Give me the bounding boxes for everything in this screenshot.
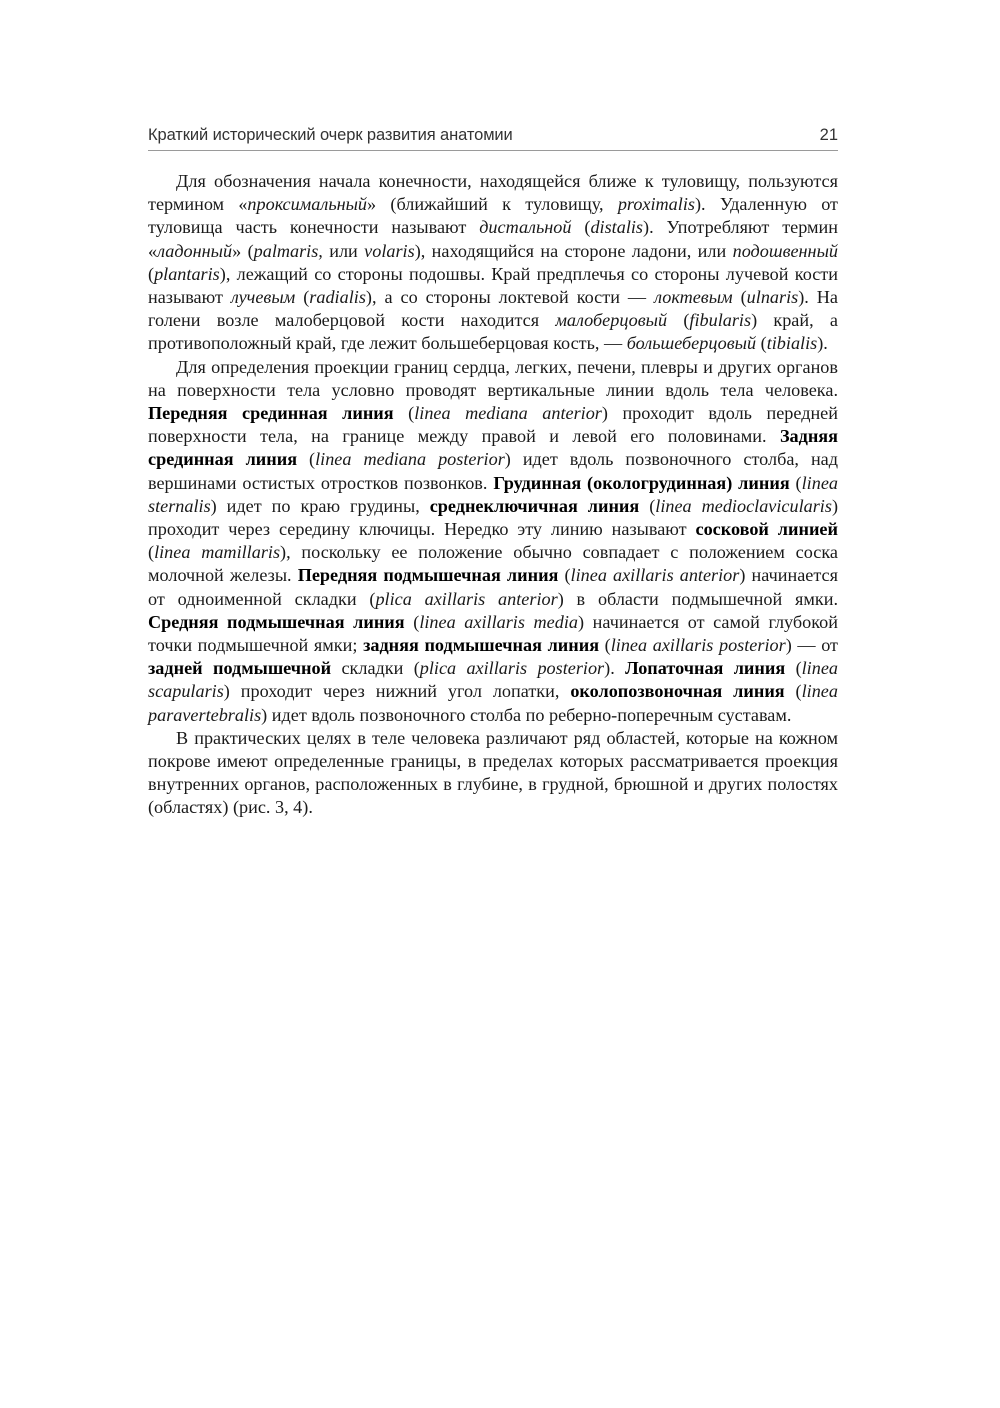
running-title: Краткий исторический очерк развития анатомии — [148, 126, 513, 144]
italic-term: plica axillaris anterior — [375, 588, 558, 609]
italic-term: лучевым — [230, 287, 296, 308]
text-run: ) проходит через нижний угол лопатки, — [223, 681, 571, 702]
text-run: ( — [784, 681, 802, 702]
text-run: ( — [297, 449, 316, 470]
bold-term: среднеключичная линия — [429, 495, 640, 516]
body-text — [148, 170, 838, 820]
italic-term: radialis — [309, 287, 366, 308]
text-run: ( — [789, 472, 802, 493]
italic-term: дистальной — [479, 217, 572, 238]
text-run: ) идет по краю грудины, — [210, 495, 430, 516]
italic-term: linea axillaris media — [419, 611, 578, 632]
text-run: ( — [404, 611, 420, 632]
text-run: ). На голени возле малоберцовой кости находится — [148, 287, 839, 331]
italic-term: linea mamillaris — [154, 542, 281, 563]
bold-term: Передняя подмышечная линия — [297, 565, 559, 586]
italic-term: tibialis — [766, 333, 818, 354]
paragraph — [148, 356, 838, 727]
text-run: ( — [558, 565, 571, 586]
text-run: складки ( — [331, 658, 420, 679]
italic-term: fibularis — [689, 310, 752, 331]
bold-term: Задняя срединная линия — [148, 426, 838, 470]
text-run: ). — [817, 333, 828, 354]
bold-term: Грудинная (окологрудинная) линия — [493, 472, 790, 493]
italic-term: большеберцовый — [626, 333, 757, 354]
text-run: » (ближайший к туловищу, — [367, 194, 618, 215]
italic-term: linea mediana posterior — [315, 449, 505, 470]
bold-term: задняя подмышечная линия — [363, 635, 600, 656]
text-run: ) начинается от самой глубокой точки подмышечной ямки; — [148, 611, 838, 656]
text-run: ( — [393, 403, 415, 424]
italic-term: linea paravertebralis — [148, 681, 838, 725]
bold-term: Средняя подмышечная линия — [148, 611, 405, 632]
running-header — [148, 124, 838, 151]
text-run: ), находящийся на стороне ладони, или — [414, 240, 733, 261]
italic-term: ладонный — [157, 240, 233, 261]
italic-term: distalis — [590, 217, 644, 238]
italic-term: palmaris, — [253, 240, 323, 261]
text-run: ( — [571, 217, 591, 238]
text-run: ( — [295, 287, 310, 308]
text-run: ) край, а противоположный край, где лежит большеберцовая кость, — — [148, 310, 838, 354]
italic-term: малоберцовый — [555, 310, 668, 331]
italic-term: volaris — [364, 240, 415, 261]
page-number: 21 — [819, 126, 838, 144]
text-run: ), поскольку ее положение обычно совпадает с положением соска молочной железы. — [148, 542, 838, 586]
text-run: ) проходит через середину ключицы. Нередко эту линию называют — [148, 495, 838, 540]
bold-term: сосковой линией — [695, 519, 838, 540]
italic-term: plica axillaris posterior — [419, 658, 605, 679]
text-run: ). Удаленную от туловища часть конечности называют — [148, 194, 838, 238]
text-run: ) идет вдоль позвоночного столба по реберно-поперечным суставам. — [261, 704, 792, 725]
paragraph — [148, 727, 838, 820]
text-run: ) — от — [785, 635, 838, 656]
paragraph — [148, 170, 838, 356]
bold-term: Лопаточная линия — [625, 658, 786, 679]
text-run: или — [322, 240, 365, 261]
italic-term: proximalis — [617, 194, 695, 215]
italic-term: linea medioclavicularis — [655, 495, 832, 516]
bold-term: задней подмышечной — [148, 658, 332, 679]
italic-term: linea axillaris posterior — [610, 635, 786, 656]
text-run: ), лежащий со стороны подошвы. Край предплечья со стороны лучевой кости называют — [148, 263, 838, 308]
italic-term: linea sternalis — [148, 472, 838, 516]
text-run: ( — [148, 542, 155, 563]
text-run: ), а со стороны локтевой кости — — [365, 287, 655, 308]
text-run: ( — [732, 287, 747, 308]
text-run: ). Употребляют термин « — [148, 217, 839, 261]
text-run: ) в области подмышечной ямки. — [557, 588, 838, 609]
bold-term: Передняя срединная линия — [148, 403, 394, 424]
bold-term: околопозвоночная линия — [570, 681, 785, 702]
italic-term: подошвенный — [732, 240, 838, 261]
italic-term: plantaris — [154, 263, 220, 284]
text-run: ) начинается от одноименной складки ( — [148, 565, 838, 609]
text-run: ). — [604, 658, 626, 679]
text-run: ( — [667, 310, 690, 331]
text-run: В практических целях в теле человека различают ряд областей, которые на кожном покрове имеют определенные границы, в пределах которых рассматривается проекция внутренних органов, расположенных в глубине, в грудной, брюшной и других полостях (областях) (рис. 3, 4). — [148, 727, 838, 818]
italic-term: локтевым — [654, 287, 733, 308]
text-run: ( — [785, 658, 802, 679]
text-run: ( — [599, 635, 611, 656]
italic-term: linea scapularis — [148, 658, 838, 702]
text-run: Для обозначения начала конечности, находящейся ближе к туловищу, пользуются термином « — [148, 171, 838, 215]
text-run: ( — [639, 495, 656, 516]
text-run: ( — [756, 333, 767, 354]
italic-term: linea axillaris anterior — [570, 565, 740, 586]
text-run: ) идет вдоль позвоночного столба, над вершинами остистых отростков позвонков. — [148, 449, 839, 493]
text-run: » ( — [232, 240, 254, 261]
italic-term: проксимальный — [247, 194, 368, 215]
text-run: ( — [148, 263, 155, 284]
italic-term: ulnaris — [746, 287, 799, 308]
text-run: ) проходит вдоль передней поверхности тела, на границе между правой и левой его половинами. — [148, 403, 838, 447]
text-run: Для определения проекции границ сердца, легких, печени, плевры и других органов на поверхности тела условно проводят вертикальные линии вдоль тела человека. — [148, 356, 838, 400]
italic-term: linea mediana anterior — [414, 403, 602, 424]
